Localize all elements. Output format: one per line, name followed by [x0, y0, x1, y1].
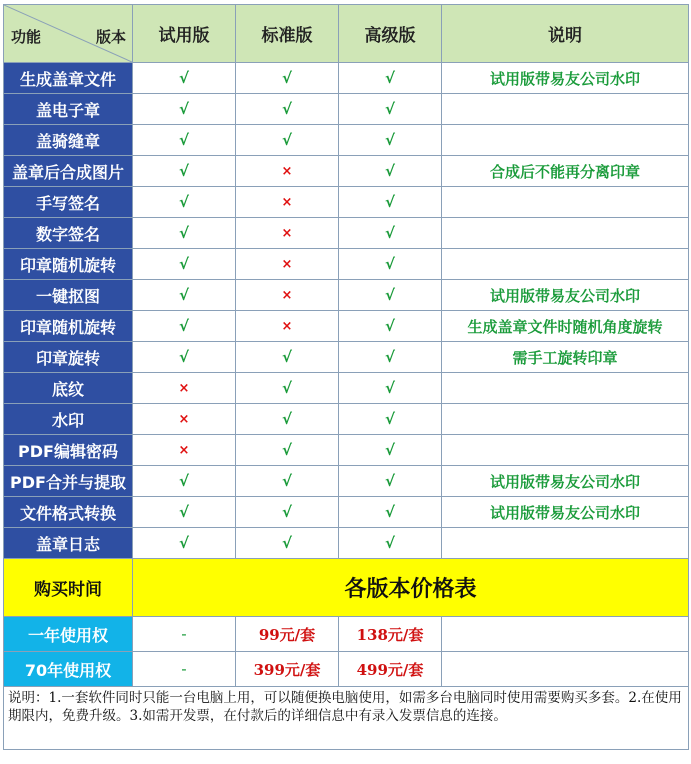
standard-check-icon: √	[236, 435, 339, 466]
corner-header-cell	[4, 5, 133, 63]
advanced-check-icon: √	[339, 218, 442, 249]
feature-name: 水印	[4, 404, 133, 435]
feature-row	[4, 466, 689, 497]
standard-cross-icon: ×	[236, 249, 339, 280]
trial-check-icon: √	[133, 342, 236, 373]
standard-check-icon: √	[236, 63, 339, 94]
feature-name: 数字签名	[4, 218, 133, 249]
purchase-time-label: 购买时间	[4, 559, 133, 617]
feature-note	[442, 435, 689, 466]
trial-check-icon: √	[133, 528, 236, 559]
feature-row	[4, 342, 689, 373]
standard-check-icon: √	[236, 497, 339, 528]
standard-check-icon: √	[236, 466, 339, 497]
corner-label-version: 版本	[95, 28, 126, 46]
trial-check-icon: √	[133, 187, 236, 218]
standard-price: 99元/套	[236, 617, 339, 652]
feature-name: 手写签名	[4, 187, 133, 218]
trial-check-icon: √	[133, 94, 236, 125]
trial-check-icon: √	[133, 125, 236, 156]
standard-cross-icon: ×	[236, 156, 339, 187]
advanced-check-icon: √	[339, 280, 442, 311]
advanced-check-icon: √	[339, 497, 442, 528]
price-row	[4, 652, 689, 687]
feature-note: 试用版带易友公司水印	[442, 280, 689, 311]
advanced-check-icon: √	[339, 435, 442, 466]
advanced-check-icon: √	[339, 125, 442, 156]
advanced-price: 499元/套	[339, 652, 442, 687]
standard-check-icon: √	[236, 342, 339, 373]
feature-name: 盖电子章	[4, 94, 133, 125]
standard-cross-icon: ×	[236, 311, 339, 342]
feature-row	[4, 156, 689, 187]
feature-name: 印章随机旋转	[4, 249, 133, 280]
price-note-empty	[442, 617, 689, 652]
feature-name: 一键抠图	[4, 280, 133, 311]
advanced-check-icon: √	[339, 342, 442, 373]
feature-note: 生成盖章文件时随机角度旋转	[442, 311, 689, 342]
col-header-note: 说明	[442, 5, 689, 63]
feature-row	[4, 187, 689, 218]
col-header-trial: 试用版	[133, 5, 236, 63]
feature-note: 合成后不能再分离印章	[442, 156, 689, 187]
feature-row	[4, 435, 689, 466]
trial-check-icon: √	[133, 63, 236, 94]
trial-price: -	[133, 652, 236, 687]
feature-row	[4, 373, 689, 404]
footer-note: 说明：1.一套软件同时只能一台电脑上用，可以随便换电脑使用，如需多台电脑同时使用需要购买多套。2.在使用期限内，免费升级。3.如需开发票，在付款后的详细信息中有录入发票信息的连接。	[4, 687, 689, 750]
trial-cross-icon: ×	[133, 435, 236, 466]
feature-row	[4, 218, 689, 249]
standard-cross-icon: ×	[236, 187, 339, 218]
pricing-title-row	[4, 559, 689, 617]
feature-note: 需手工旋转印章	[442, 342, 689, 373]
price-row	[4, 617, 689, 652]
feature-row	[4, 280, 689, 311]
feature-row	[4, 311, 689, 342]
footer-row	[4, 687, 689, 750]
trial-check-icon: √	[133, 218, 236, 249]
feature-row	[4, 249, 689, 280]
advanced-check-icon: √	[339, 373, 442, 404]
version-comparison-table	[3, 4, 689, 750]
license-term-label: 一年使用权	[4, 617, 133, 652]
col-header-advanced: 高级版	[339, 5, 442, 63]
feature-name: 生成盖章文件	[4, 63, 133, 94]
trial-check-icon: √	[133, 280, 236, 311]
feature-name: 盖章日志	[4, 528, 133, 559]
advanced-check-icon: √	[339, 404, 442, 435]
advanced-check-icon: √	[339, 156, 442, 187]
feature-note	[442, 249, 689, 280]
trial-cross-icon: ×	[133, 404, 236, 435]
trial-cross-icon: ×	[133, 373, 236, 404]
standard-cross-icon: ×	[236, 280, 339, 311]
standard-check-icon: √	[236, 373, 339, 404]
feature-name: 盖骑缝章	[4, 125, 133, 156]
feature-name: PDF编辑密码	[4, 435, 133, 466]
advanced-check-icon: √	[339, 528, 442, 559]
standard-price: 399元/套	[236, 652, 339, 687]
corner-label-function: 功能	[11, 28, 42, 46]
trial-price: -	[133, 617, 236, 652]
feature-row	[4, 63, 689, 94]
trial-check-icon: √	[133, 156, 236, 187]
standard-check-icon: √	[236, 125, 339, 156]
advanced-check-icon: √	[339, 466, 442, 497]
standard-check-icon: √	[236, 404, 339, 435]
standard-check-icon: √	[236, 528, 339, 559]
license-term-label: 70年使用权	[4, 652, 133, 687]
feature-note: 试用版带易友公司水印	[442, 497, 689, 528]
feature-name: 印章随机旋转	[4, 311, 133, 342]
trial-check-icon: √	[133, 497, 236, 528]
advanced-check-icon: √	[339, 187, 442, 218]
trial-check-icon: √	[133, 311, 236, 342]
price-note-empty	[442, 652, 689, 687]
feature-note: 试用版带易友公司水印	[442, 63, 689, 94]
feature-note: 试用版带易友公司水印	[442, 466, 689, 497]
pricing-table-title: 各版本价格表	[133, 559, 689, 617]
advanced-price: 138元/套	[339, 617, 442, 652]
feature-note	[442, 187, 689, 218]
feature-row	[4, 528, 689, 559]
feature-row	[4, 94, 689, 125]
trial-check-icon: √	[133, 249, 236, 280]
trial-check-icon: √	[133, 466, 236, 497]
feature-note	[442, 404, 689, 435]
feature-name: 盖章后合成图片	[4, 156, 133, 187]
feature-note	[442, 125, 689, 156]
col-header-standard: 标准版	[236, 5, 339, 63]
feature-note	[442, 528, 689, 559]
feature-name: PDF合并与提取	[4, 466, 133, 497]
feature-row	[4, 125, 689, 156]
feature-row	[4, 497, 689, 528]
standard-cross-icon: ×	[236, 218, 339, 249]
advanced-check-icon: √	[339, 63, 442, 94]
feature-note	[442, 373, 689, 404]
feature-name: 印章旋转	[4, 342, 133, 373]
feature-row	[4, 404, 689, 435]
feature-note	[442, 94, 689, 125]
feature-note	[442, 218, 689, 249]
feature-name: 底纹	[4, 373, 133, 404]
header-row	[4, 5, 689, 63]
advanced-check-icon: √	[339, 249, 442, 280]
standard-check-icon: √	[236, 94, 339, 125]
advanced-check-icon: √	[339, 311, 442, 342]
feature-name: 文件格式转换	[4, 497, 133, 528]
advanced-check-icon: √	[339, 94, 442, 125]
